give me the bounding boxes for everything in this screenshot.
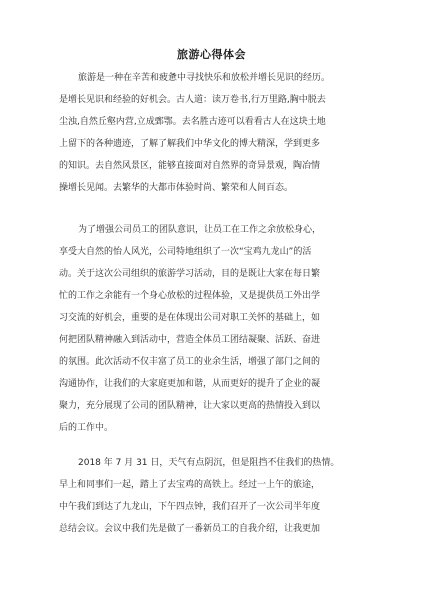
- paragraph-2: [59, 219, 367, 439]
- text-line: 沟通协作，让我们的大家庭更加和谐，从而更好的提升了企业的凝: [59, 379, 321, 389]
- text-line: 尘浊,自然丘壑内营,立成鄄鄂。去名胜古迹可以看看古人在这块土地: [59, 117, 326, 127]
- text-line: 早上和同事们一起，踏上了去宝鸡的高铁上。经过一上午的旅途，: [59, 480, 321, 490]
- text-line: 是增长见识和经验的好机会。古人道：读万卷书,行万里路,胸中脱去: [59, 95, 326, 105]
- text-line: 旅游是一种在辛苦和疲惫中寻找快乐和放松并增长见识的经历。: [78, 73, 331, 83]
- paragraph-3: [59, 452, 367, 540]
- paragraph-1: [59, 67, 367, 199]
- text-line: 何把团队精神融入到活动中，营造全体员工团结凝聚、活跃、奋进: [59, 335, 321, 345]
- document-title: 旅游心得体会: [177, 48, 246, 61]
- text-line: 上留下的各种遗迹，了解了解我们中华文化的博大精深，学到更多: [59, 139, 321, 149]
- text-line: 的知识。去自然风景区，能够直接面对自然界的奇异景观，陶冶情: [59, 161, 321, 171]
- text-line: 2018 年 7 月 31 日，天气有点阴沉，但是阻挡不住我们的热情。: [78, 458, 340, 468]
- text-line: 的氛围。此次活动不仅丰富了员工的业余生活，增强了部门之间的: [59, 357, 321, 367]
- text-line: 操增长见闻。去繁华的大都市体验时尚、繁荣和人间百态。: [59, 183, 294, 193]
- text-line: 总结会议。会议中我们先是做了一番新员工的自我介绍，让我更加: [59, 524, 321, 534]
- text-line: 动。关于这次公司组织的旅游学习活动，目的是既让大家在每日繁: [59, 269, 321, 279]
- text-line: 享受大自然的怡人风光，公司特地组织了一次“宝鸡九龙山”的活: [59, 247, 312, 257]
- text-line: 为了增强公司员工的团队意识，让员工在工作之余放松身心，: [78, 225, 322, 235]
- text-line: 后的工作中。: [59, 423, 114, 433]
- text-line: 聚力，充分展现了公司的团队精神，让大家以更高的热情投入到以: [59, 401, 321, 411]
- text-line: 中午我们到达了九龙山，下午四点钟，我们召开了一次公司半年度: [59, 502, 321, 512]
- text-line: 习交流的好机会，重要的是在体现出公司对职工关怀的基础上，如: [59, 313, 321, 323]
- text-line: 忙的工作之余能有一个身心放松的过程体验，又是提供员工外出学: [59, 291, 321, 301]
